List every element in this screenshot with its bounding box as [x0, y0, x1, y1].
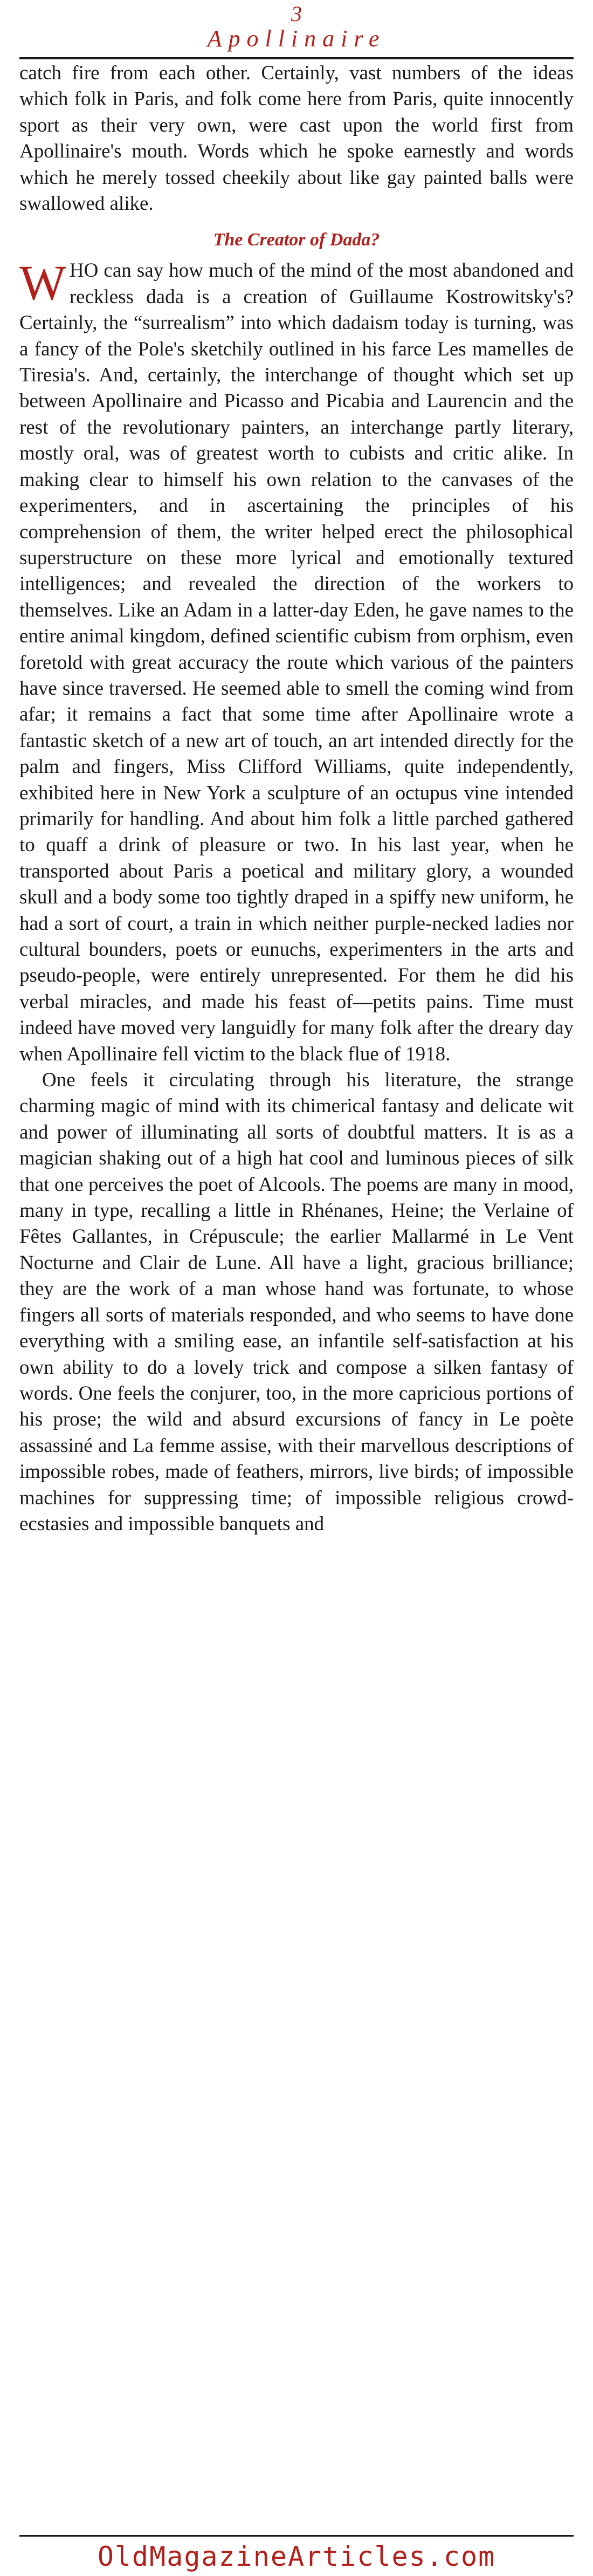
drop-cap: W	[19, 255, 66, 311]
body-paragraph-2: One feels it circulating through his literature, the strange charming magic of mind with its chimerical fantasy and delicate wit and power of illuminating all sorts of doubtful matters. It is as a magician shaking out of a high hat cool and luminous pieces of silk that one perceives the poet of Alcools. The poems are many in mood, many in type, recalling a little in Rhénanes, Heine; the Verlaine of Fêtes Gallantes, in Crépuscule; the earlier Mallarmé in Le Vent Nocturne and Clair de Lune. All have a light, gracious brilliance; they are the work of a man whose hand was fortunate, to whose fingers all sorts of materials responded, and who seems to have done everything with a smiling ease, an infantile self-satisfaction at his own ability to do a lovely trick and compose a silken fantasy of words. One feels the conjurer, too, in the more capricious portions of his prose; the wild and absurd excursions of fancy in Le poète assassiné and La femme assise, with their marvellous descriptions of impossible robes, made of feathers, mirrors, live birds; of impossible machines for suppressing time; of impossible religious crowd-ecstasies and impossible banquets and	[19, 1069, 574, 1535]
header-divider	[19, 57, 574, 59]
footer-divider	[19, 2535, 574, 2537]
source-watermark: OldMagazineArticles.com	[97, 2541, 496, 2572]
section-heading: The Creator of Dada?	[213, 230, 380, 250]
article-column	[19, 60, 574, 1537]
body-paragraph-1-text: HO can say how much of the mind of the most abandoned and reckless dada is a creation of Guillaume Kostrowitsky's? Certainly, the “surrealism” into which dadaism today is turning, was a fancy of the Pole's sketchily outlined in his farce Les mamelles de Tiresia's. And, certainly, the interchange of thought which set up between Apollinaire and Picasso and Picabia and Laurencin and the rest of the revolutionary painters, an interchange partly literary, mostly oral, was of greatest worth to cubists and critic alike. In making clear to himself his own relation to the canvases of the experimenters, and in ascertaining the principles of his comprehension of them, the writer helped erect the philosophical superstructure on these more lyrical and emotionally textured intelligences; and revealed the direction of the workers to themselves. Like an Adam in a latter-day Eden, he gave names to the entire animal kingdom, defined scientific cubism from orphism, even foretold with great accuracy the route which various of the painters have since traversed. He seemed able to smell the coming wind from afar; it remains a fact that some time after Apollinaire wrote a fantastic sketch of a new art of touch, an art intended directly for the palm and fingers, Miss Clifford Williams, quite independently, exhibited here in New York a sculpture of an octupus vine intended primarily for handling. And about him folk a little parched gathered to quaff a drink of pleasure or two. In his last year, when he transported about Paris a poetical and military glory, a wounded skull and a body some too tightly draped in a spiffy new uniform, he had a sort of court, a train in which neither purple-necked ladies nor cultural bounders, poets or eunuchs, experimenters in the arts and pseudo-people, were entirely unrepresented. For them he did his verbal miracles, and made his feast of—petits pains. Time must indeed have moved very languidly for many folk after the dreary day when Apollinaire fell victim to the black flue of 1918.	[19, 259, 574, 1065]
body-paragraph-1	[19, 255, 574, 1067]
intro-paragraph: catch fire from each other. Certainly, vast numbers of the ideas which folk in Paris, and folk come here from Paris, quite innocently sport as their very own, were cast upon the world first from Apollinaire's mouth. Words which he spoke earnestly and words which he merely tossed cheekily about like gay painted balls were swallowed alike.	[19, 62, 574, 215]
page-number: 3	[291, 2, 302, 26]
magazine-title: Apollinaire	[207, 25, 386, 52]
